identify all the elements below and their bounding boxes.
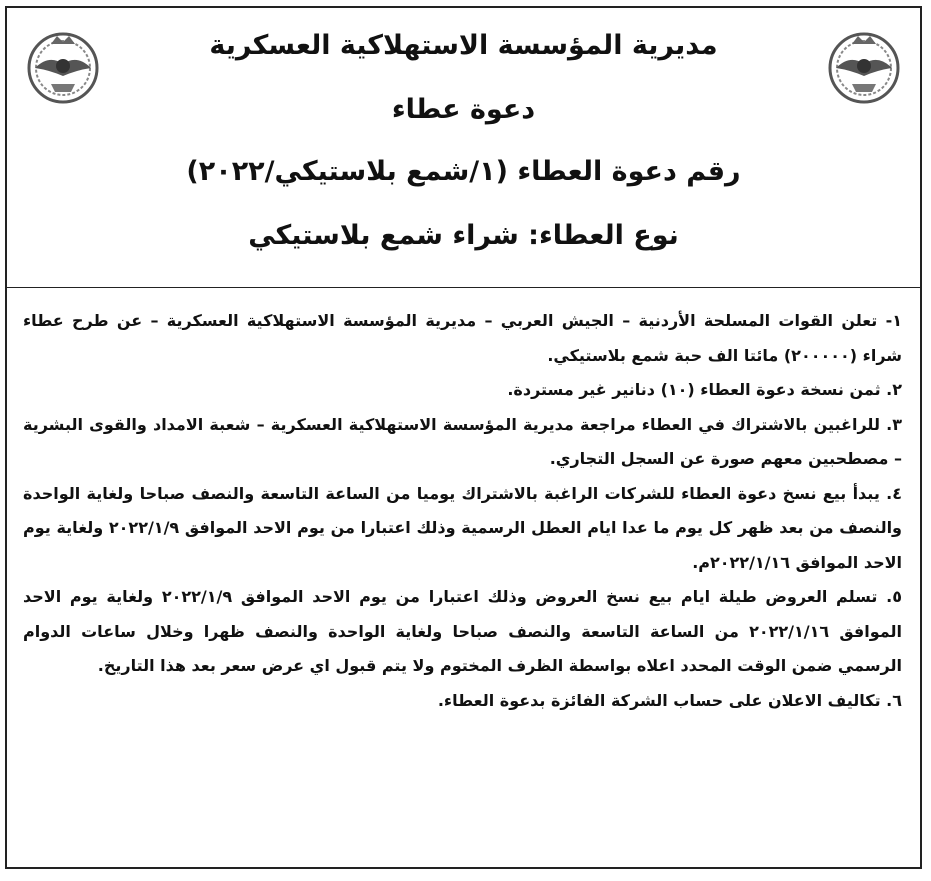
clause-6: ٦. تكاليف الاعلان على حساب الشركة الفائزة بدعوة العطاء. [437,690,902,710]
tender-notice [5,6,922,869]
clause-1: ١- تعلن القوات المسلحة الأردنية – الجيش العربي – مديرية المؤسسة الاستهلاكية العسكرية – عن طرح عطاء شراء (٢٠٠٠٠٠) مائتا الف حبة شمع بلاستيكي. [23,311,902,365]
clause-5: ٥. تسلم العروض طيلة ايام بيع نسخ العروض وذلك اعتبارا من يوم الاحد الموافق ٢٠٢٢/١/٩ ولغاية يوم الاحد الموافق ٢٠٢٢/١/١٦ من الساعة التاسعة والنصف صباحا ولغاية الواحدة والنصف ظهرا وخلال ساعات الدوام الرسمي ضمن الوقت المحدد اعلاه بواسطة الظرف المختوم ولا يتم قبول اي عرض سعر بعد هذا التاريخ. [23,587,903,675]
organization-title: مديرية المؤسسة الاستهلاكية العسكرية [209,30,718,61]
document-type-title: دعوة عطاء [391,94,536,125]
clause-4: ٤. يبدأ بيع نسخ دعوة العطاء للشركات الراغبة بالاشتراك يوميا من الساعة التاسعة والنصف صباحا ولغاية الواحدة والنصف من بعد ظهر كل يوم ما عدا ايام العطل الرسمية وذلك اعتبارا من يوم الاحد الموافق ٢٠٢٢/١/٩ ولغاية يوم الاحد الموافق ٢٠٢٢/١/١٦م. [23,483,903,572]
clause-3: ٣. للراغبين بالاشتراك في العطاء مراجعة مديرية المؤسسة الاستهلاكية العسكرية – شعبة الامداد والقوى البشرية – مصطحبين معهم صورة عن السجل التجاري. [23,414,902,468]
clause-2: ٢. ثمن نسخة دعوة العطاء (١٠) دنانير غير مستردة. [507,380,902,399]
tender-clauses [23,304,902,718]
tender-kind: نوع العطاء: شراء شمع بلاستيكي [248,220,679,251]
tender-number: رقم دعوة العطاء (١/شمع بلاستيكي/٢٠٢٢) [186,156,741,187]
divider [7,287,920,288]
